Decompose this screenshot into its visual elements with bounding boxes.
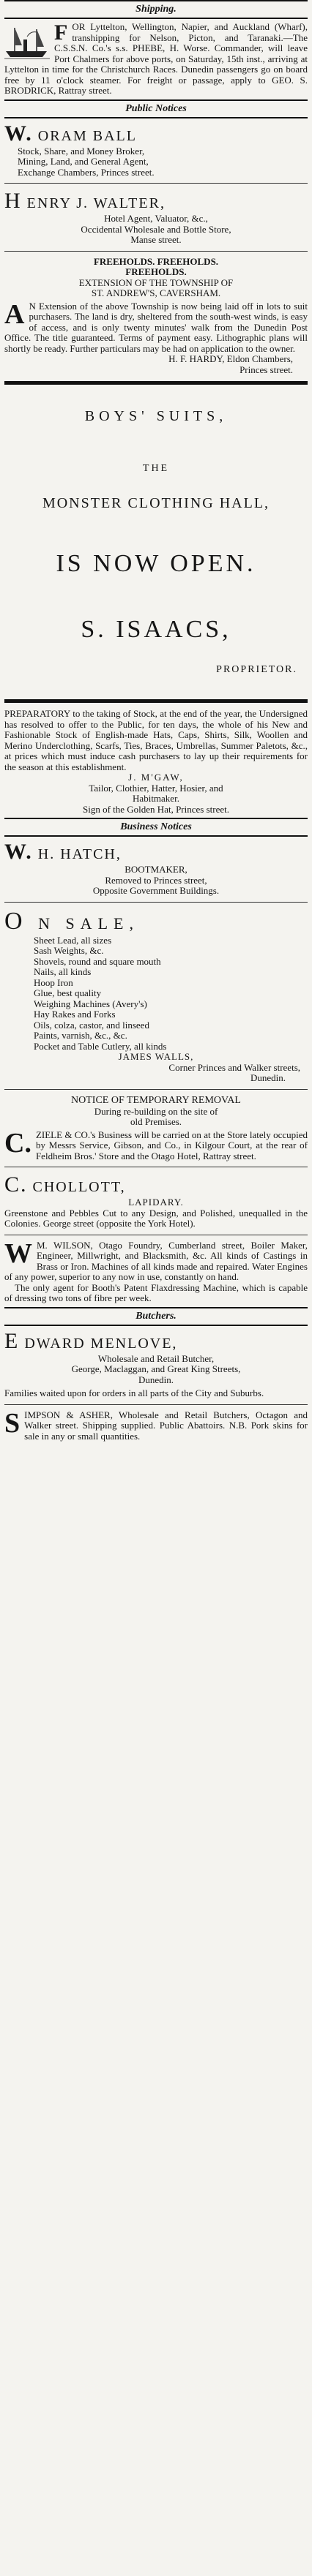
boys-suits-heading: BOYS' SUITS, xyxy=(84,408,228,424)
mcgaw-text: PREPARATORY to the taking of Stock, at the end of the year, the Undersigned has resolved to offer to the Public, for ten days, the whole of his New and Fashionable Stock of English-made Hats, Caps, Shirts, Silk, Woollen and Merino Underclothing, Scarfs, Ties, Braces, Umbrellas, Summer Paletots, &c., at prices which must induce cash purchasers to lay up their requirements for the season at this establishment. xyxy=(4,708,308,772)
simpson-text: IMPSON & ASHER, Wholesale and Retail Butchers, Octagon and Walker street. Shipping supplied. Public Abattoirs. N.B. Pork skins for sale in any or small quantities. xyxy=(24,1409,308,1442)
hatch-line-1: Removed to Princes street, xyxy=(105,874,207,886)
monster-clothing-hall: MONSTER CLOTHING HALL, xyxy=(42,495,270,511)
menlove-line-3: Dunedin. xyxy=(138,1374,174,1385)
sale-item: Hay Rakes and Forks xyxy=(34,1009,116,1020)
freeholds-notice xyxy=(4,254,308,379)
sale-item: Glue, best quality xyxy=(34,987,102,998)
section-heading-shipping: Shipping. xyxy=(4,0,308,19)
dropcap: S xyxy=(4,1407,21,1439)
section-heading-business-notices: Business Notices xyxy=(4,818,308,837)
sale-item: Paints, varnish, &c., &c. xyxy=(34,1030,127,1041)
oram-ball-notice xyxy=(4,118,308,181)
sale-item: Oils, colza, castor, and linseed xyxy=(34,1019,149,1031)
menlove-notice xyxy=(4,1326,308,1402)
advertiser-name: ENRY J. WALTER, xyxy=(26,195,166,211)
dropcap: E xyxy=(4,1328,20,1353)
steamship-icon xyxy=(4,23,50,61)
mcgaw-notice xyxy=(4,706,308,818)
walter-line-3: Manse street. xyxy=(130,234,182,245)
ball-line-3: Exchange Chambers, Princes street. xyxy=(18,166,155,178)
hollott-trade: LAPIDARY. xyxy=(128,1197,184,1208)
menlove-line-2: George, Maclaggan, and Great King Streets, xyxy=(71,1363,241,1374)
mcgaw-line-2: Habitmaker. xyxy=(133,793,179,804)
newspaper-column xyxy=(4,0,308,1445)
on-sale-notice xyxy=(4,905,308,1087)
dropcap: C. xyxy=(4,1127,31,1159)
clothing-hall-advert xyxy=(4,388,308,696)
simpson-asher-notice xyxy=(4,1407,308,1445)
mcgaw-line-1: Tailor, Clothier, Hatter, Hosier, and xyxy=(89,782,223,794)
hatch-line-2: Opposite Government Buildings. xyxy=(92,885,220,896)
sale-item: Weighing Machines (Avery's) xyxy=(34,998,147,1009)
removal-sub-2: old Premises. xyxy=(130,1116,182,1127)
sale-item: Hoop Iron xyxy=(34,976,73,988)
hollott-notice xyxy=(4,1170,308,1232)
dropcap: O xyxy=(4,907,29,935)
advertiser-name: H. HATCH, xyxy=(37,846,122,862)
freeholds-address: Princes street. xyxy=(239,364,293,375)
dropcap: F xyxy=(54,20,68,45)
mcgaw-name: J. M'GAW, xyxy=(128,772,184,783)
wilson-text-2: The only agent for Booth's Patent Flaxdressing Machine, which is capable of dressing two tons of fibre per week. xyxy=(4,1281,308,1303)
wilson-notice xyxy=(4,1238,308,1307)
dropcap: W xyxy=(4,1238,32,1269)
hatch-trade: BOOTMAKER, xyxy=(125,864,187,875)
wilson-text: M. WILSON, Otago Foundry, Cumberland street, Boiler Maker, Engineer, Millwright, and Blacksmith, &c. All kinds of Castings in Brass or Iron. Machines of all kinds made and repaired. Water Engines of any power, superior to any now in use, constantly on hand. xyxy=(4,1239,308,1282)
walter-line-2: Occidental Wholesale and Bottle Store, xyxy=(81,223,231,235)
walter-line-1: Hotel Agent, Valuator, &c., xyxy=(104,213,208,224)
section-heading-butchers: Butchers. xyxy=(4,1307,308,1326)
advertiser-name: ORAM BALL xyxy=(37,127,137,144)
freeholds-line-2: FREEHOLDS. xyxy=(125,266,187,277)
sale-item: Nails, all kinds xyxy=(34,966,92,977)
now-open-heading: IS NOW OPEN. xyxy=(56,550,256,577)
freeholds-text: N Extension of the above Township is now being laid off in lots to suit purchasers. The land is dry, sheltered from the south-west winds, is easy of access, and is only twenty minutes' walk from the Dunedin Post Office. The title guaranteed. Terms of payment easy. Lithographic plans will shortly be ready. Further particulars may be had on application to the owner. xyxy=(4,300,308,354)
dropcap: C. xyxy=(4,1172,28,1197)
freeholds-signature: H. F. HARDY, Eldon Chambers, xyxy=(168,353,293,364)
sale-item: Shovels, round and square mouth xyxy=(34,955,161,967)
hollott-text: Greenstone and Pebbles Cut to any Design, and Polished, unequalled in the Colonies. George street (opposite the York Hotel). xyxy=(4,1207,308,1229)
sale-address: Corner Princes and Walker streets, xyxy=(168,1061,300,1073)
menlove-text: Families waited upon for orders in all parts of the City and Suburbs. xyxy=(4,1387,264,1398)
shipping-text: OR Lyttelton, Wellington, Napier, and Auckland (Wharf), transhipping for Nelson, Picton, and Taranaki.—The C.S.S.N. Co.'s s.s. PHEBE, H. Worse. Commander, will leave Port Chalmers for above ports, on Saturday, 15th inst., arriving at Lyttelton in time for the Christchurch Races. Dunedin passengers go on board free by 11 o'clock steamer. For freight or passage, apply to GEO. S. BRODRICK, Rattray street. xyxy=(4,21,308,96)
temporary-removal-notice xyxy=(4,1092,308,1165)
on-sale-title: N SALE, xyxy=(38,914,139,933)
removal-text: ZIELE & CO.'s Business will be carried on at the Store lately occupied by Messrs Service, Gibson, and Co., in Kilgour Court, at the rear of Feldheim Bros.' Store and the Otago Hotel, Rattray street. xyxy=(35,1129,308,1161)
removal-sub-1: During re-building on the site of xyxy=(94,1105,218,1117)
advertiser-name: CHOLLOTT, xyxy=(32,1179,126,1195)
sale-name: JAMES WALLS, xyxy=(118,1051,194,1062)
proprietor-label: PROPRIETOR. xyxy=(216,664,297,675)
the-label: THE xyxy=(142,463,170,474)
menlove-line-1: Wholesale and Retail Butcher, xyxy=(97,1352,215,1364)
mcgaw-line-3: Sign of the Golden Hat, Princes street. xyxy=(82,803,229,815)
proprietor-name: S. ISAACS, xyxy=(81,616,231,643)
removal-title: NOTICE OF TEMPORARY REMOVAL xyxy=(71,1094,241,1106)
hatch-notice xyxy=(4,837,308,900)
freeholds-line-3: EXTENSION OF THE TOWNSHIP OF xyxy=(78,276,234,288)
freeholds-line-4: ST. ANDREW'S, CAVERSHAM. xyxy=(91,287,221,298)
dropcap: W. xyxy=(4,840,33,864)
dropcap: W. xyxy=(4,121,33,146)
sale-item: Sash Weights, &c. xyxy=(34,945,104,956)
ball-line-2: Mining, Land, and General Agent, xyxy=(18,156,149,167)
ball-line-1: Stock, Share, and Money Broker, xyxy=(18,145,145,157)
section-heading-public-notices: Public Notices xyxy=(4,99,308,118)
sale-item: Sheet Lead, all sizes xyxy=(34,934,112,946)
dropcap: A xyxy=(4,298,25,330)
sale-city: Dunedin. xyxy=(250,1072,286,1083)
shipping-notice xyxy=(4,19,308,99)
sale-item: Pocket and Table Cutlery, all kinds xyxy=(34,1040,167,1052)
dropcap: H xyxy=(4,189,22,213)
freeholds-line-1: FREEHOLDS. FREEHOLDS. xyxy=(93,255,219,267)
advertiser-name: DWARD MENLOVE, xyxy=(24,1335,178,1352)
henry-walter-notice xyxy=(4,186,308,249)
